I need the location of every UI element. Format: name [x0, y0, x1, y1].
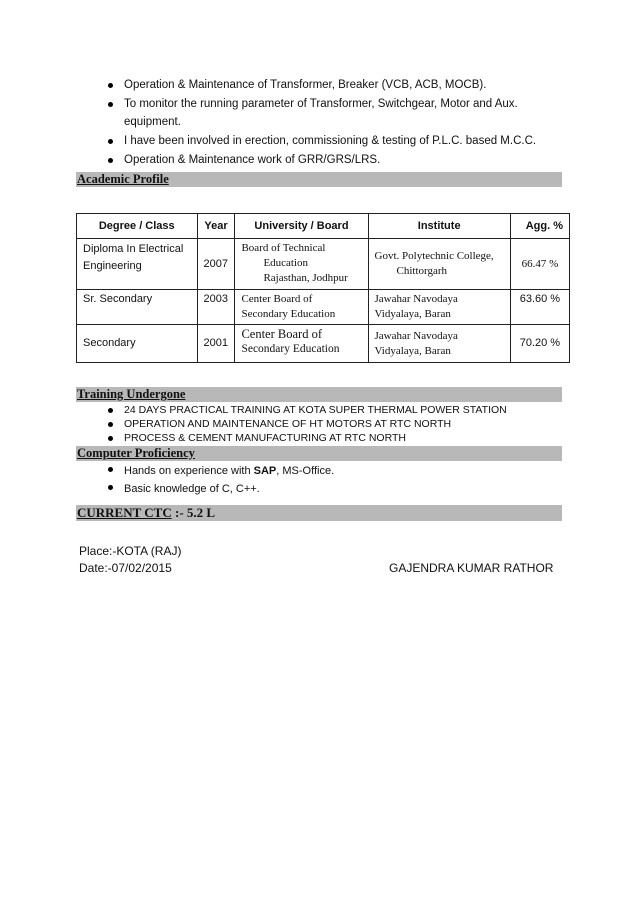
- section-title: Academic Profile: [77, 172, 169, 186]
- table-row: [77, 239, 570, 290]
- agg-cell: 63.60 %: [510, 290, 569, 325]
- board-line: Center Board of: [241, 293, 313, 305]
- degree-cell: [77, 239, 198, 290]
- board-line: Secondary Education: [241, 343, 340, 355]
- skill-text: Hands on experience with: [124, 465, 254, 477]
- table-row: [77, 325, 570, 363]
- academic-table: [76, 213, 570, 363]
- board-line: Rajasthan, Jodhpur: [263, 272, 348, 284]
- list-item: PROCESS & CEMENT MANUFACTURING AT RTC NORTH: [108, 431, 507, 445]
- agg-cell: 66.47 %: [510, 239, 569, 290]
- institute-cell: [368, 239, 510, 290]
- column-header: Degree / Class: [77, 214, 198, 239]
- list-item: OPERATION AND MAINTENANCE OF HT MOTORS AT RTC NORTH: [108, 417, 507, 431]
- computer-proficiency-heading: [76, 446, 562, 461]
- date-text: Date:-07/02/2015: [79, 561, 172, 575]
- institute-line: Jawahar Navodaya: [374, 330, 458, 342]
- board-cell: [235, 239, 368, 290]
- section-title: Training Undergone: [77, 387, 186, 401]
- training-list: [108, 403, 507, 445]
- column-header: Agg. %: [510, 214, 569, 239]
- training-heading: [76, 387, 562, 402]
- institute-cell: [368, 290, 510, 325]
- section-title: Computer Proficiency: [77, 446, 195, 460]
- work-responsibilities-list: [108, 76, 538, 170]
- degree-cell: Sr. Secondary: [77, 290, 198, 325]
- institute-line: Vidyalaya, Baran: [374, 345, 451, 357]
- degree-cell: Secondary: [77, 325, 198, 363]
- list-item: To monitor the running parameter of Transformer, Switchgear, Motor and Aux. equipment.: [108, 95, 538, 131]
- year-cell: 2003: [197, 290, 235, 325]
- year-cell: 2007: [197, 239, 235, 290]
- board-line: Education: [263, 257, 309, 269]
- skill-highlight: SAP: [253, 465, 277, 477]
- column-header: University / Board: [235, 214, 368, 239]
- ctc-value: :- 5.2 L: [171, 505, 216, 520]
- column-header: Institute: [368, 214, 510, 239]
- current-ctc-bar: [76, 505, 562, 521]
- institute-line: Jawahar Navodaya: [374, 293, 458, 305]
- institute-line: Vidyalaya, Baran: [374, 308, 451, 320]
- computer-skills-list: [108, 462, 334, 498]
- board-line: Secondary Education: [241, 308, 336, 320]
- year-cell: 2001: [197, 325, 235, 363]
- list-item: Operation & Maintenance work of GRR/GRS/LRS.: [108, 151, 538, 169]
- board-cell: [235, 325, 368, 363]
- list-item: I have been involved in erection, commissioning & testing of P.L.C. based M.C.C.: [108, 132, 538, 150]
- list-item: 24 DAYS PRACTICAL TRAINING AT KOTA SUPER THERMAL POWER STATION: [108, 403, 507, 417]
- board-line: Center Board of: [241, 327, 322, 341]
- institute-cell: [368, 325, 510, 363]
- table-header-row: [77, 214, 570, 239]
- board-cell: [235, 290, 368, 325]
- list-item: [108, 462, 334, 480]
- degree-text: Diploma In Electrical Engineering: [83, 243, 184, 272]
- ctc-label: CURRENT CTC: [77, 505, 172, 520]
- skill-text: , MS-Office.: [276, 465, 335, 477]
- list-item: Operation & Maintenance of Transformer, Breaker (VCB, ACB, MOCB).: [108, 76, 538, 94]
- list-item: Basic knowledge of C, C++.: [108, 480, 334, 498]
- academic-profile-heading: [76, 172, 562, 187]
- board-line: Board of Technical: [241, 242, 326, 254]
- agg-cell: 70.20 %: [510, 325, 569, 363]
- institute-line: Govt. Polytechnic College,: [374, 250, 494, 262]
- place-text: Place:-KOTA (RAJ): [79, 544, 182, 558]
- institute-line: Chittorgarh: [396, 265, 448, 277]
- signatory-name: GAJENDRA KUMAR RATHOR: [389, 561, 554, 575]
- table-row: [77, 290, 570, 325]
- column-header: Year: [197, 214, 235, 239]
